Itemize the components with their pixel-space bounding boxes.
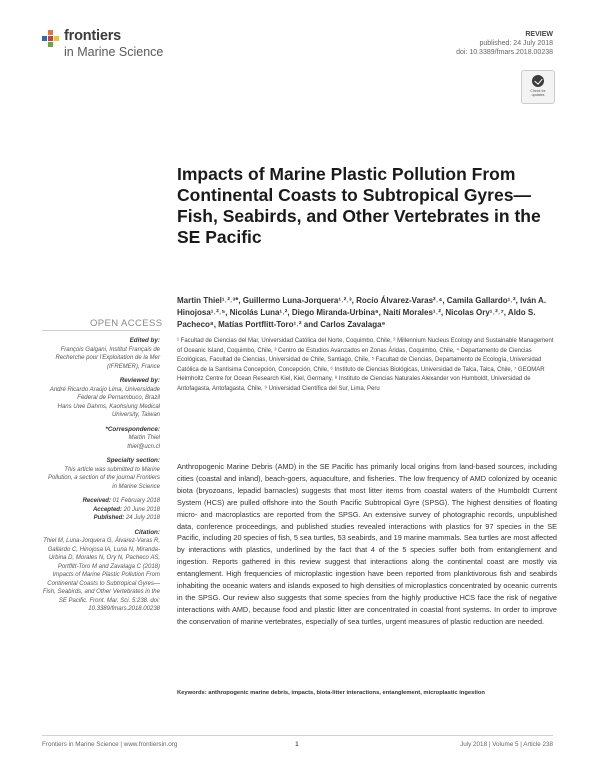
- specialty-section: [42, 457, 160, 491]
- footer-journal-link[interactable]: Frontiers in Marine Science | www.frontiersin.org: [42, 741, 178, 748]
- reviewer: André Ricardo Araújo Lima, Universidade Federal de Pernambuco, Brazil: [49, 386, 160, 401]
- received-date: 01 February 2018: [112, 498, 160, 504]
- frontiers-logo-icon: [42, 30, 60, 50]
- reviewer: Hans Uwe Dahms, Kaohsiung Medical University, Taiwan: [57, 403, 160, 418]
- article-sidebar: [42, 337, 160, 620]
- editor: François Galgani, Institut Français de Recherche pour l'Exploitation de la Mer (IFREMER), France: [55, 346, 160, 370]
- article-meta: [456, 30, 553, 57]
- dates-section: [42, 497, 160, 523]
- published-date: published: 24 July 2018: [479, 40, 553, 47]
- journal-logo[interactable]: [42, 28, 182, 68]
- citation-text: Thiel M, Luna-Jorquera G, Álvarez-Varas R, Gallardo C, Hinojosa IA, Luna N, Miranda-Urbina D, Morales N, Ory N, Pacheco AS, Portflitt-Toro M and Zavalaga C (2018) Impacts of Marine Plastic Pollution From Continental Coasts to Subtropical Gyres—Fish, Seabirds, and Other Vertebrates in the SE Pacific. Front. Mar. Sci. 5:238. doi: 10.3389/fmars.2018.00238: [42, 538, 160, 612]
- article-title: Impacts of Marine Plastic Pollution From Continental Coasts to Subtropical Gyres—Fish, Seabirds, and Other Vertebrates in the SE Pacific: [177, 164, 541, 247]
- journal-name-line2: in Marine Science: [64, 45, 164, 59]
- keywords: [177, 690, 557, 696]
- specialty-heading: Specialty section:: [106, 457, 160, 464]
- page-number: 1: [295, 741, 299, 748]
- correspondence-section: [42, 426, 160, 452]
- divider: [42, 330, 160, 331]
- article-type: REVIEW: [525, 31, 553, 38]
- accepted-label: Accepted:: [92, 506, 122, 513]
- correspondence-name: Martin Thiel: [128, 435, 160, 441]
- edited-by-heading: Edited by:: [129, 337, 160, 344]
- specialty-text: This article was submitted to Marine Pollution, a section of the journal Frontiers in Marine Science: [47, 466, 160, 490]
- accepted-date: 20 June 2018: [123, 506, 160, 513]
- check-icon: [532, 75, 544, 87]
- keywords-label: Keywords:: [177, 690, 207, 696]
- affiliations: ¹ Facultad de Ciencias del Mar, Universidad Católica del Norte, Coquimbo, Chile, ² Millennium Nucleus Ecology and Sustainable Management of Oceanic Island, Coquimbo, Chile, ³ Centro de Estudios Avanzados en Zonas Áridas, Coquimbo, Chile, ⁴ Departamento de Ciencias Ecológicas, Facultad de Ciencias, Universidad de Chile, Santiago, Chile, ⁵ Facultad de Ciencias, Departamento de Ecología, Universidad Católica de la Santísima Concepción, Concepción, Chile, ⁶ Instituto de Ciencias Biológicas, Universidad de Talca, Talca, Chile, ⁷ GEOMAR Helmholtz Centre for Ocean Research Kiel, Kiel, Germany, ⁸ Instituto de Ciencias Naturales Alexander von Humboldt, Universidad de Antofagasta, Antofagasta, Chile, ⁹ Universidad Científica del Sur, Lima, Peru: [177, 338, 554, 392]
- check-for-updates-button[interactable]: [521, 70, 555, 104]
- citation-section: [42, 529, 160, 614]
- keywords-list: anthropogenic marine debris, impacts, biota-litter interactions, entanglement, microplastic ingestion: [208, 690, 485, 696]
- journal-name-line1: frontiers: [64, 28, 122, 44]
- author-list[interactable]: Martin Thiel¹˒²˒³*, Guillermo Luna-Jorquera¹˒²˒³, Rocío Álvarez-Varas²˒⁴, Camila Gallardo¹˒², Iván A. Hinojosa¹˒²˒⁵, Nicolás Luna¹˒², Diego Miranda-Urbina⁶, Naití Morales¹˒², Nicolas Ory¹˒²˒⁷, Aldo S. Pacheco⁸, Matías Portflitt-Toro¹˒² and Carlos Zavalaga⁹: [177, 296, 547, 329]
- updates-label2: updates: [531, 93, 545, 97]
- correspondence-heading: *Correspondence:: [105, 425, 160, 433]
- published-label: Published:: [93, 515, 125, 521]
- correspondence-email-link[interactable]: thiel@ucn.cl: [127, 443, 160, 450]
- open-access-label: OPEN ACCESS: [90, 318, 163, 329]
- received-label: Received:: [82, 498, 111, 504]
- abstract: Anthropogenic Marine Debris (AMD) in the SE Pacific has primarily local origins from land-based sources, including cities (coastal and inland), beach-goers, aquaculture, and fisheries. The low frequency of AMD colonized by oceanic biota (bryozoans, lepadid barnacles) suggests that most litter items from coastal waters of the Humboldt Current System (HCS) are pulled offshore into the South Pacific Subtropical Gyre (SPSG). The highest densities of floating micro- and macroplastics are reported from the SPSG. An extensive survey of photographic records, unpublished data, conference proceedings, and published studies revealed interactions with plastics for 97 species in the SE Pacific, including 20 species of fish, 5 sea turtles, 53 seabirds, and 19 marine mammals. Sea turtles are most affected by interactions with plastics, underlined by the fact that 4 of the 5 species suffer both from entanglement and ingestion. Reports gathered in this review suggest that interactions along the continental coast are mostly via entanglement. High frequencies of microplastic ingestion have been reported from planktivorous fish and seabirds inhabiting the oceanic waters and islands exposed to high densities of microplastics concentrated by oceanic currents in the SPSG. Our review also suggests that some species from the highly productive HCS face the risk of negative interactions with AMD, because food and plastic litter are concentrated in coastal front systems. In order to improve the conservation of marine vertebrates, especially of sea turtles, urgent measures of plastic reduction are needed.: [177, 462, 557, 626]
- published-date-sidebar: 24 July 2018: [125, 515, 160, 521]
- edited-by-section: [42, 337, 160, 371]
- article-doi[interactable]: doi: 10.3389/fmars.2018.00238: [456, 49, 553, 56]
- reviewed-by-section: [42, 377, 160, 420]
- reviewed-by-heading: Reviewed by:: [119, 377, 160, 384]
- citation-heading: Citation:: [134, 528, 160, 536]
- footer-divider: [42, 735, 553, 736]
- updates-label1: Check for: [530, 89, 546, 93]
- footer-volume: July 2018 | Volume 5 | Article 238: [460, 741, 553, 748]
